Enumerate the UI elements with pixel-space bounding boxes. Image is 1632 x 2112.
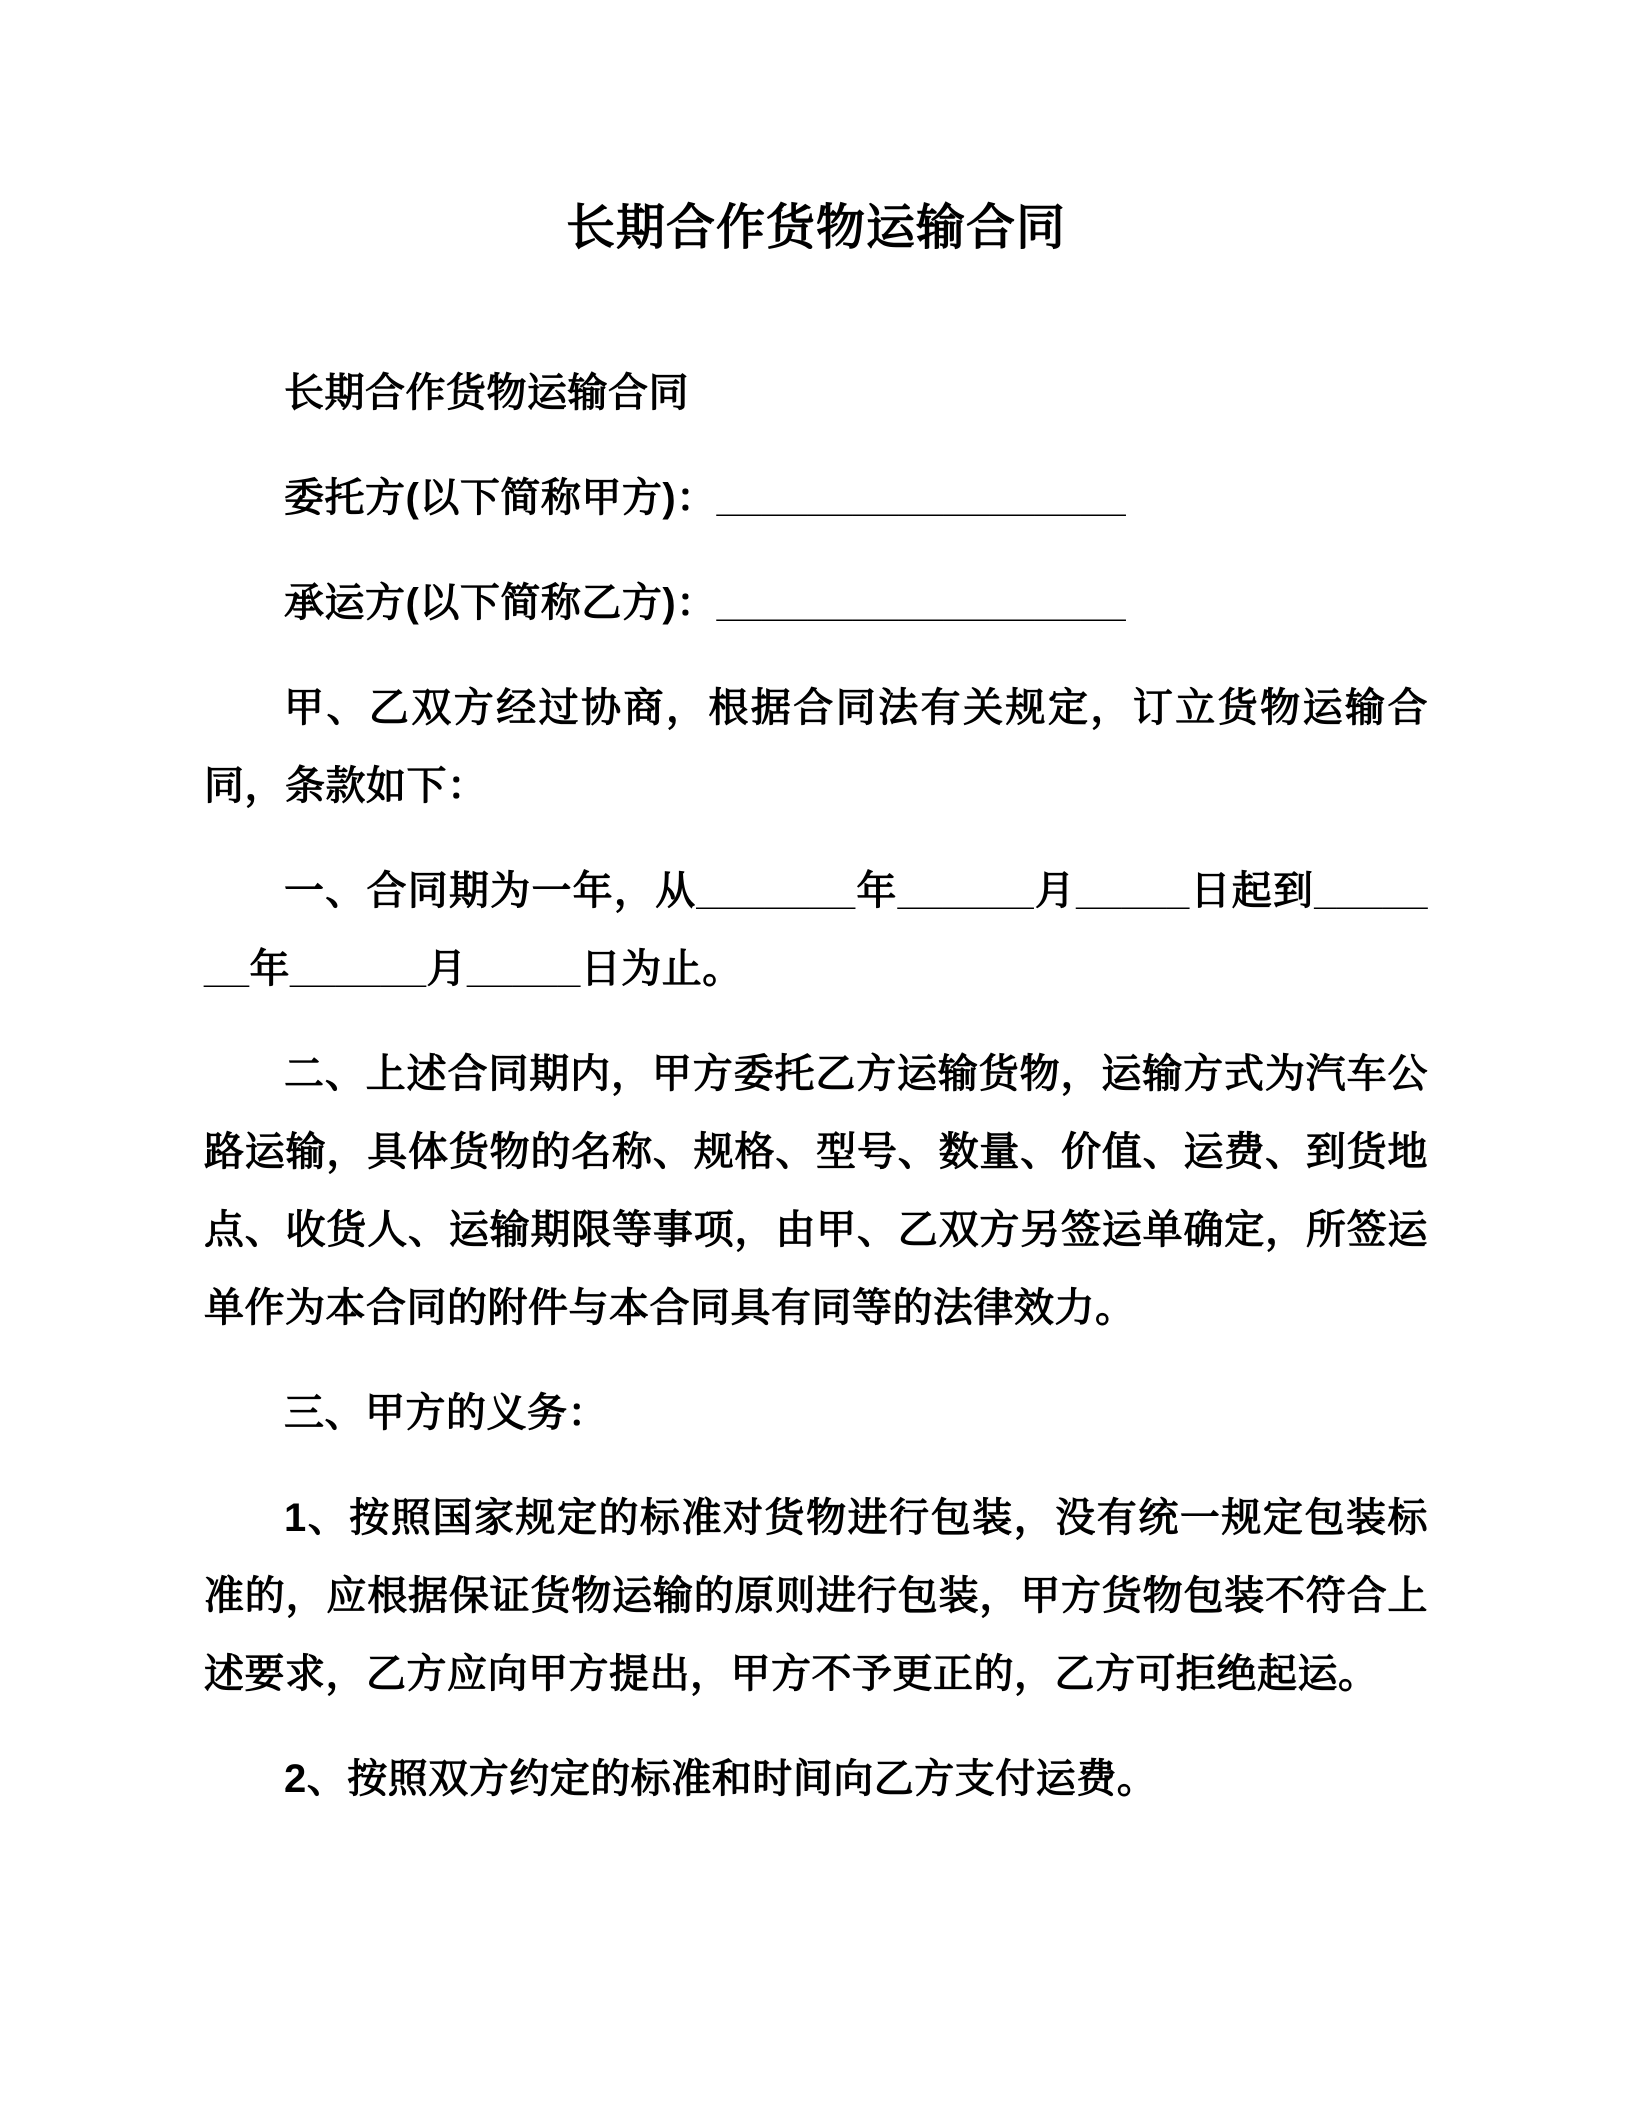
document-title: 长期合作货物运输合同	[565, 201, 1066, 255]
paragraph-clause-2-scope: 二、上述合同期内，甲方委托乙方运输货物，运输方式为汽车公路运输，具体货物的名称、规格、型号、数量、价值、运费、到货地点、收货人、运输期限等事项，由甲、乙双方另签运单确定，所签运单作为本合同的附件与本合同具有同等的法律效力。	[204, 1052, 1428, 1331]
paragraph-preamble: 甲、乙双方经过协商，根据合同法有关规定，订立货物运输合同，条款如下：	[204, 686, 1428, 809]
paragraph-clause-3-heading: 三、甲方的义务：	[284, 1391, 608, 1436]
paragraph-subtitle: 长期合作货物运输合同	[284, 371, 689, 416]
paragraph-clause-3-item-2: 2、按照双方约定的标准和时间向乙方支付运费。	[284, 1757, 1158, 1802]
paragraph-carrier-blank: 承运方(以下简称乙方)：__________________	[284, 581, 1127, 626]
paragraph-clause-1-term: 一、合同期为一年，从_______年______月_____日起到_______年______月_____日为止。	[204, 869, 1428, 992]
paragraph-consignor-blank: 委托方(以下简称甲方)：__________________	[284, 476, 1127, 521]
paragraph-clause-3-item-1: 1、按照国家规定的标准对货物进行包装，没有统一规定包装标准的，应根据保证货物运输的原则进行包装，甲方货物包装不符合上述要求，乙方应向甲方提出，甲方不予更正的，乙方可拒绝起运。	[204, 1496, 1428, 1697]
